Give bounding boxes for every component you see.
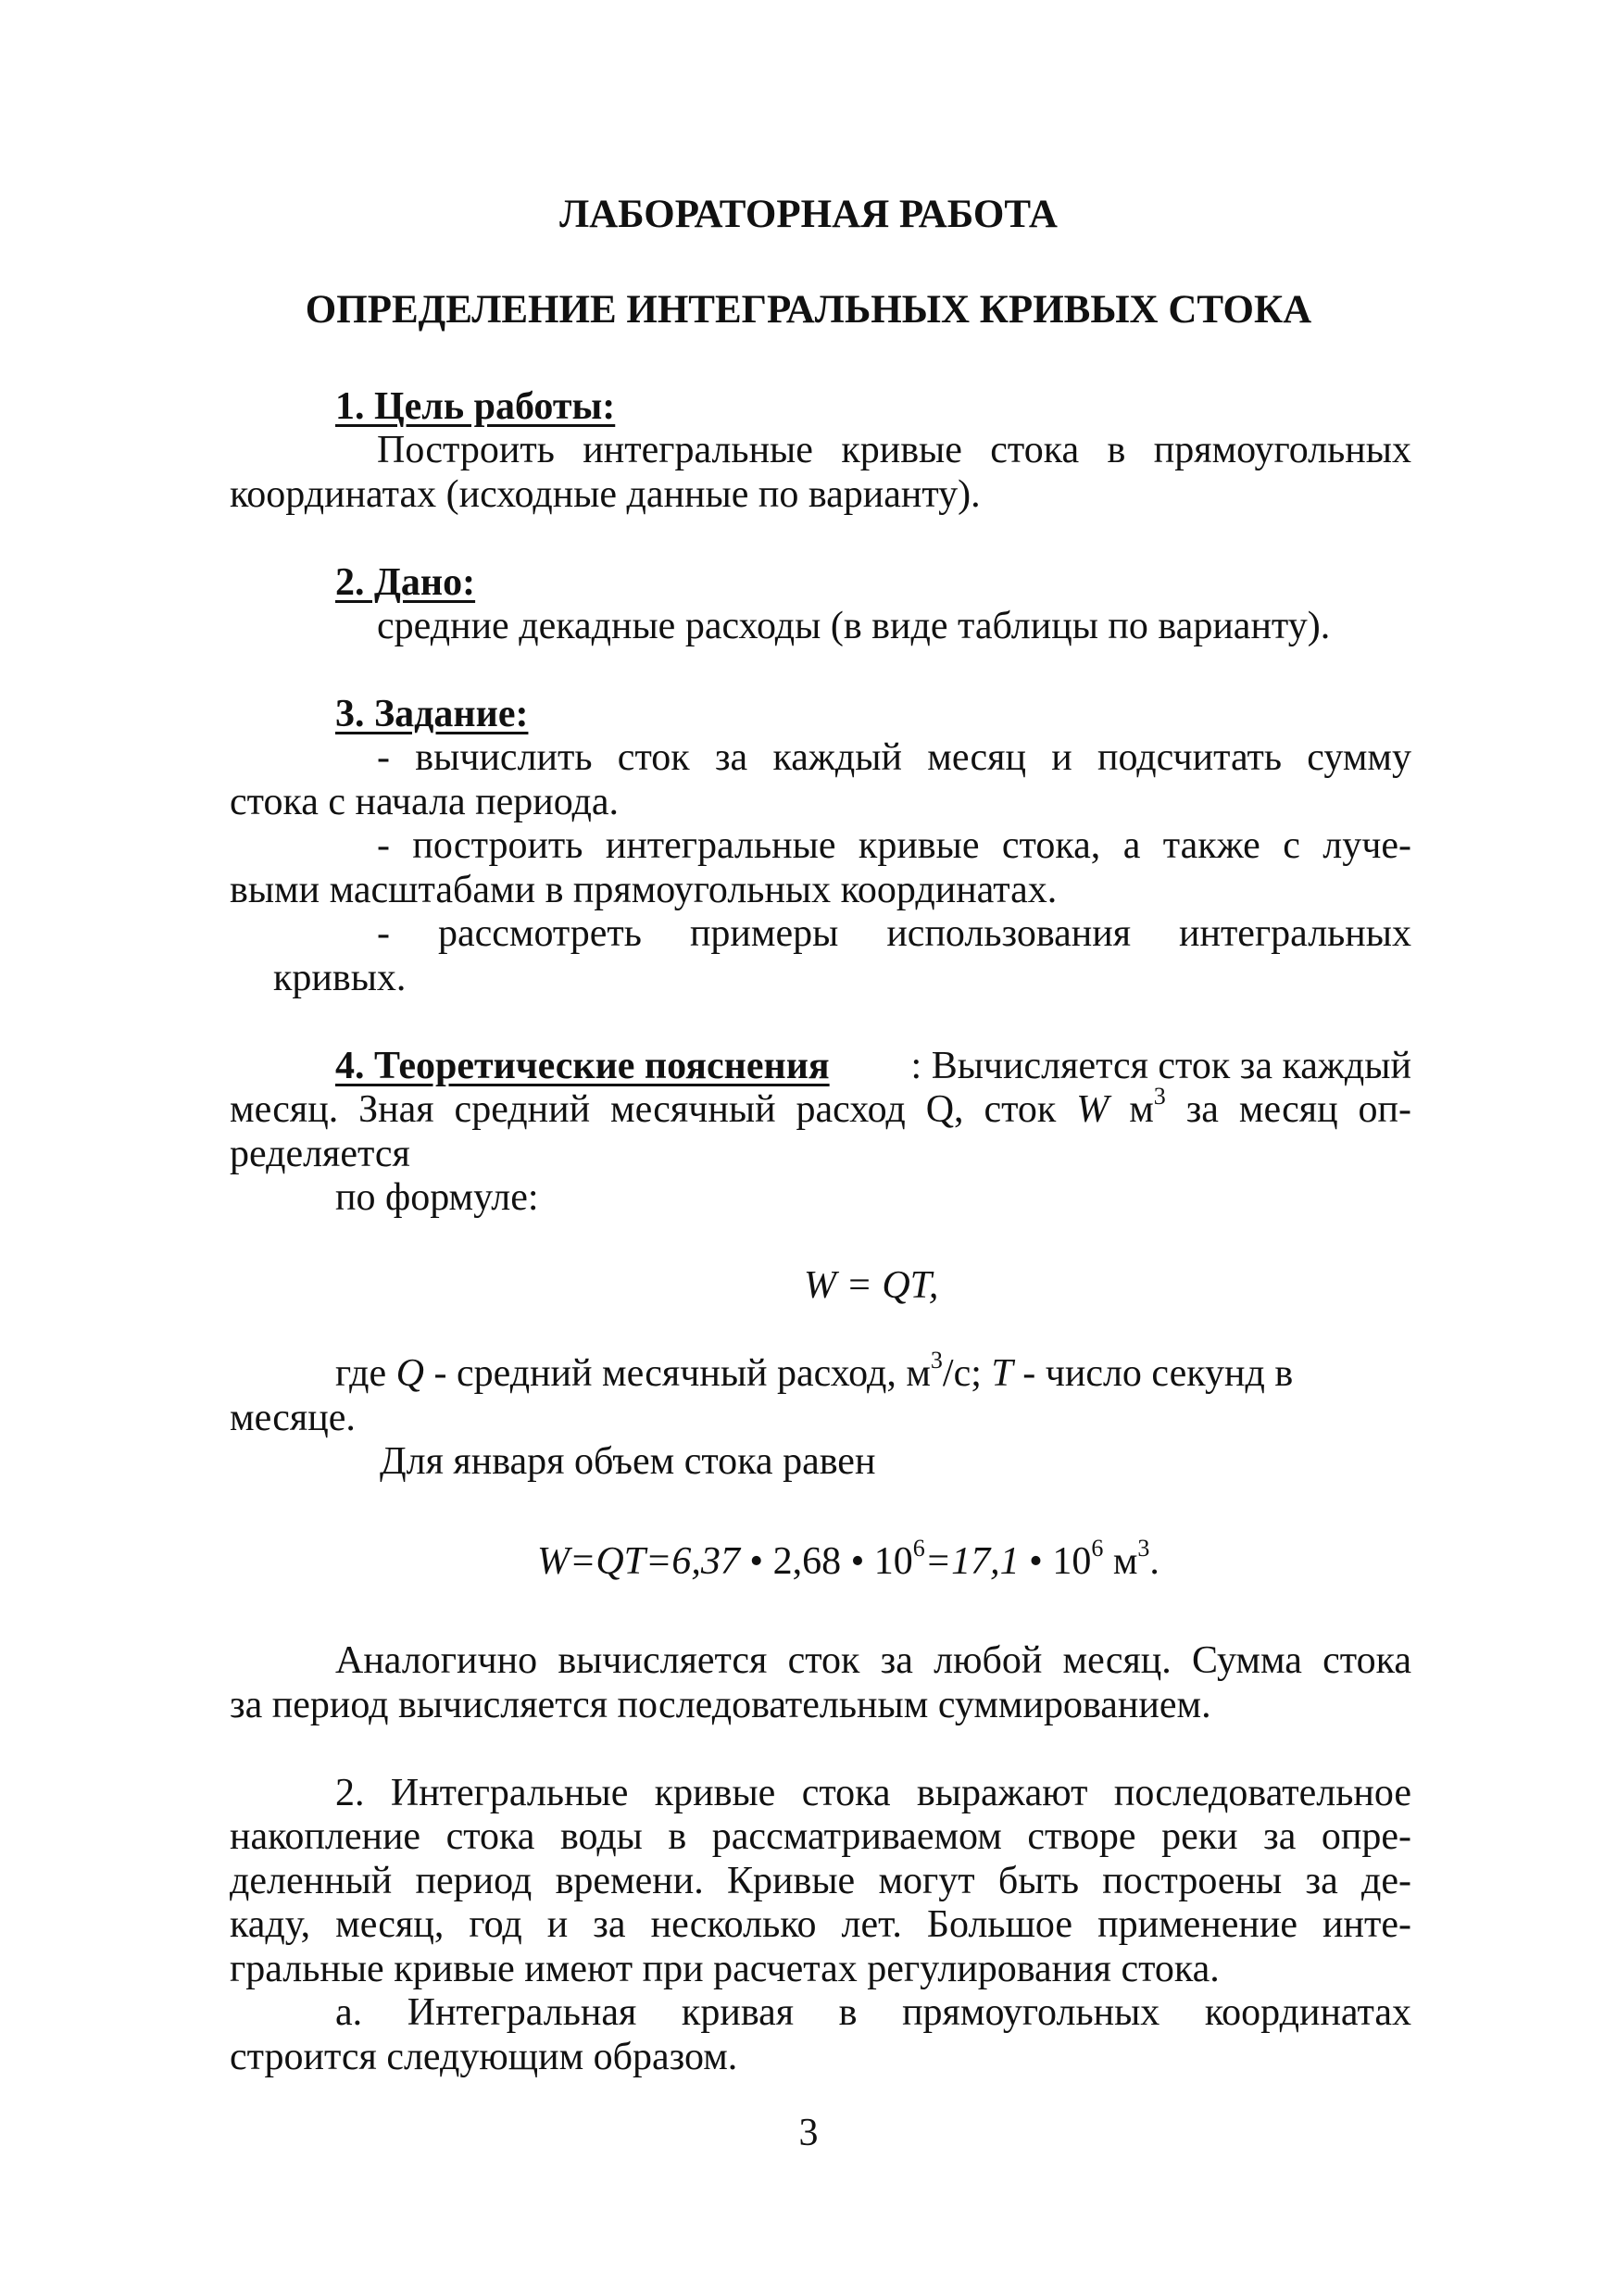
- section-3-line-1: - вычислить сток за каждый месяц и подсчитать сумму: [377, 736, 1411, 779]
- para-2-line-6: а. Интегральная кривая в прямоугольных координатах: [335, 1991, 1411, 2034]
- section-1-line-2: координатах (исходные данные по варианту).: [230, 473, 981, 516]
- formula-w-qt: W = QT,: [804, 1264, 939, 1307]
- section-4-line-4: по формуле:: [335, 1176, 539, 1219]
- section-4-line-1-rest: : Вычисляется сток за каждый: [910, 1045, 1411, 1087]
- section-4-heading: 4. Теоретические пояснения: [335, 1045, 830, 1087]
- section-3-line-6: кривых.: [273, 957, 407, 999]
- section-4-line-9: за период вычисляется последовательным суммированием.: [230, 1684, 1211, 1726]
- lab-subtitle: ОПРЕДЕЛЕНИЕ ИНТЕГРАЛЬНЫХ КРИВЫХ СТОКА: [305, 288, 1312, 332]
- para-2-line-2: накопление стока воды в рассматриваемом створе реки за опре-: [230, 1815, 1411, 1858]
- para-2-line-4: каду, месяц, год и за несколько лет. Большое применение инте-: [230, 1903, 1411, 1946]
- lab-title: ЛАБОРАТОРНАЯ РАБОТА: [559, 193, 1058, 236]
- section-3-heading: 3. Задание:: [335, 693, 529, 735]
- symbol-w: W: [1076, 1088, 1109, 1131]
- section-3-line-4: выми масштабами в прямоугольных координатах.: [230, 869, 1058, 911]
- section-1-heading: 1. Цель работы:: [335, 385, 616, 428]
- section-4-line-7: Для января объем стока равен: [380, 1440, 876, 1483]
- para-2-line-5: гральные кривые имеют при расчетах регулирования стока.: [230, 1948, 1220, 1990]
- section-1-line-1: Построить интегральные кривые стока в прямоугольных: [377, 429, 1411, 471]
- para-2-line-1: 2. Интегральные кривые стока выражают последовательное: [335, 1772, 1411, 1814]
- section-3-line-2: стока с начала периода.: [230, 781, 620, 823]
- section-3-line-5: - рассмотреть примеры использования интегральных: [377, 912, 1411, 955]
- page-number: 3: [798, 2112, 819, 2154]
- section-4-line-5: где Q - средний месячный расход, $м^3/с$; T - число секунд в: [335, 1347, 1294, 1395]
- section-4-line-2: месяц. Зная средний месячный расход Q, сток W $м^3$ за месяц оп-: [230, 1083, 1411, 1131]
- para-2-line-3: деленный период времени. Кривые могут быть построены за де-: [230, 1860, 1411, 1902]
- section-2-heading: 2. Дано:: [335, 561, 476, 604]
- section-2-line-1: средние декадные расходы (в виде таблицы по варианту).: [377, 605, 1331, 647]
- section-3-line-3: - построить интегральные кривые стока, а также с луче-: [377, 824, 1411, 867]
- section-4-line-6: месяце.: [230, 1397, 356, 1439]
- section-4-line-1: [335, 1047, 1411, 1085]
- section-4-line-3: ределяется: [230, 1133, 410, 1175]
- section-4-line-8: Аналогично вычисляется сток за любой месяц. Сумма стока: [335, 1639, 1411, 1682]
- formula-january: W=QT=6,37 • 2,68 • $10^6=17,1$ • $10^6$ $м^3$.: [537, 1535, 1159, 1583]
- para-2-line-7: строится следующим образом.: [230, 2036, 738, 2078]
